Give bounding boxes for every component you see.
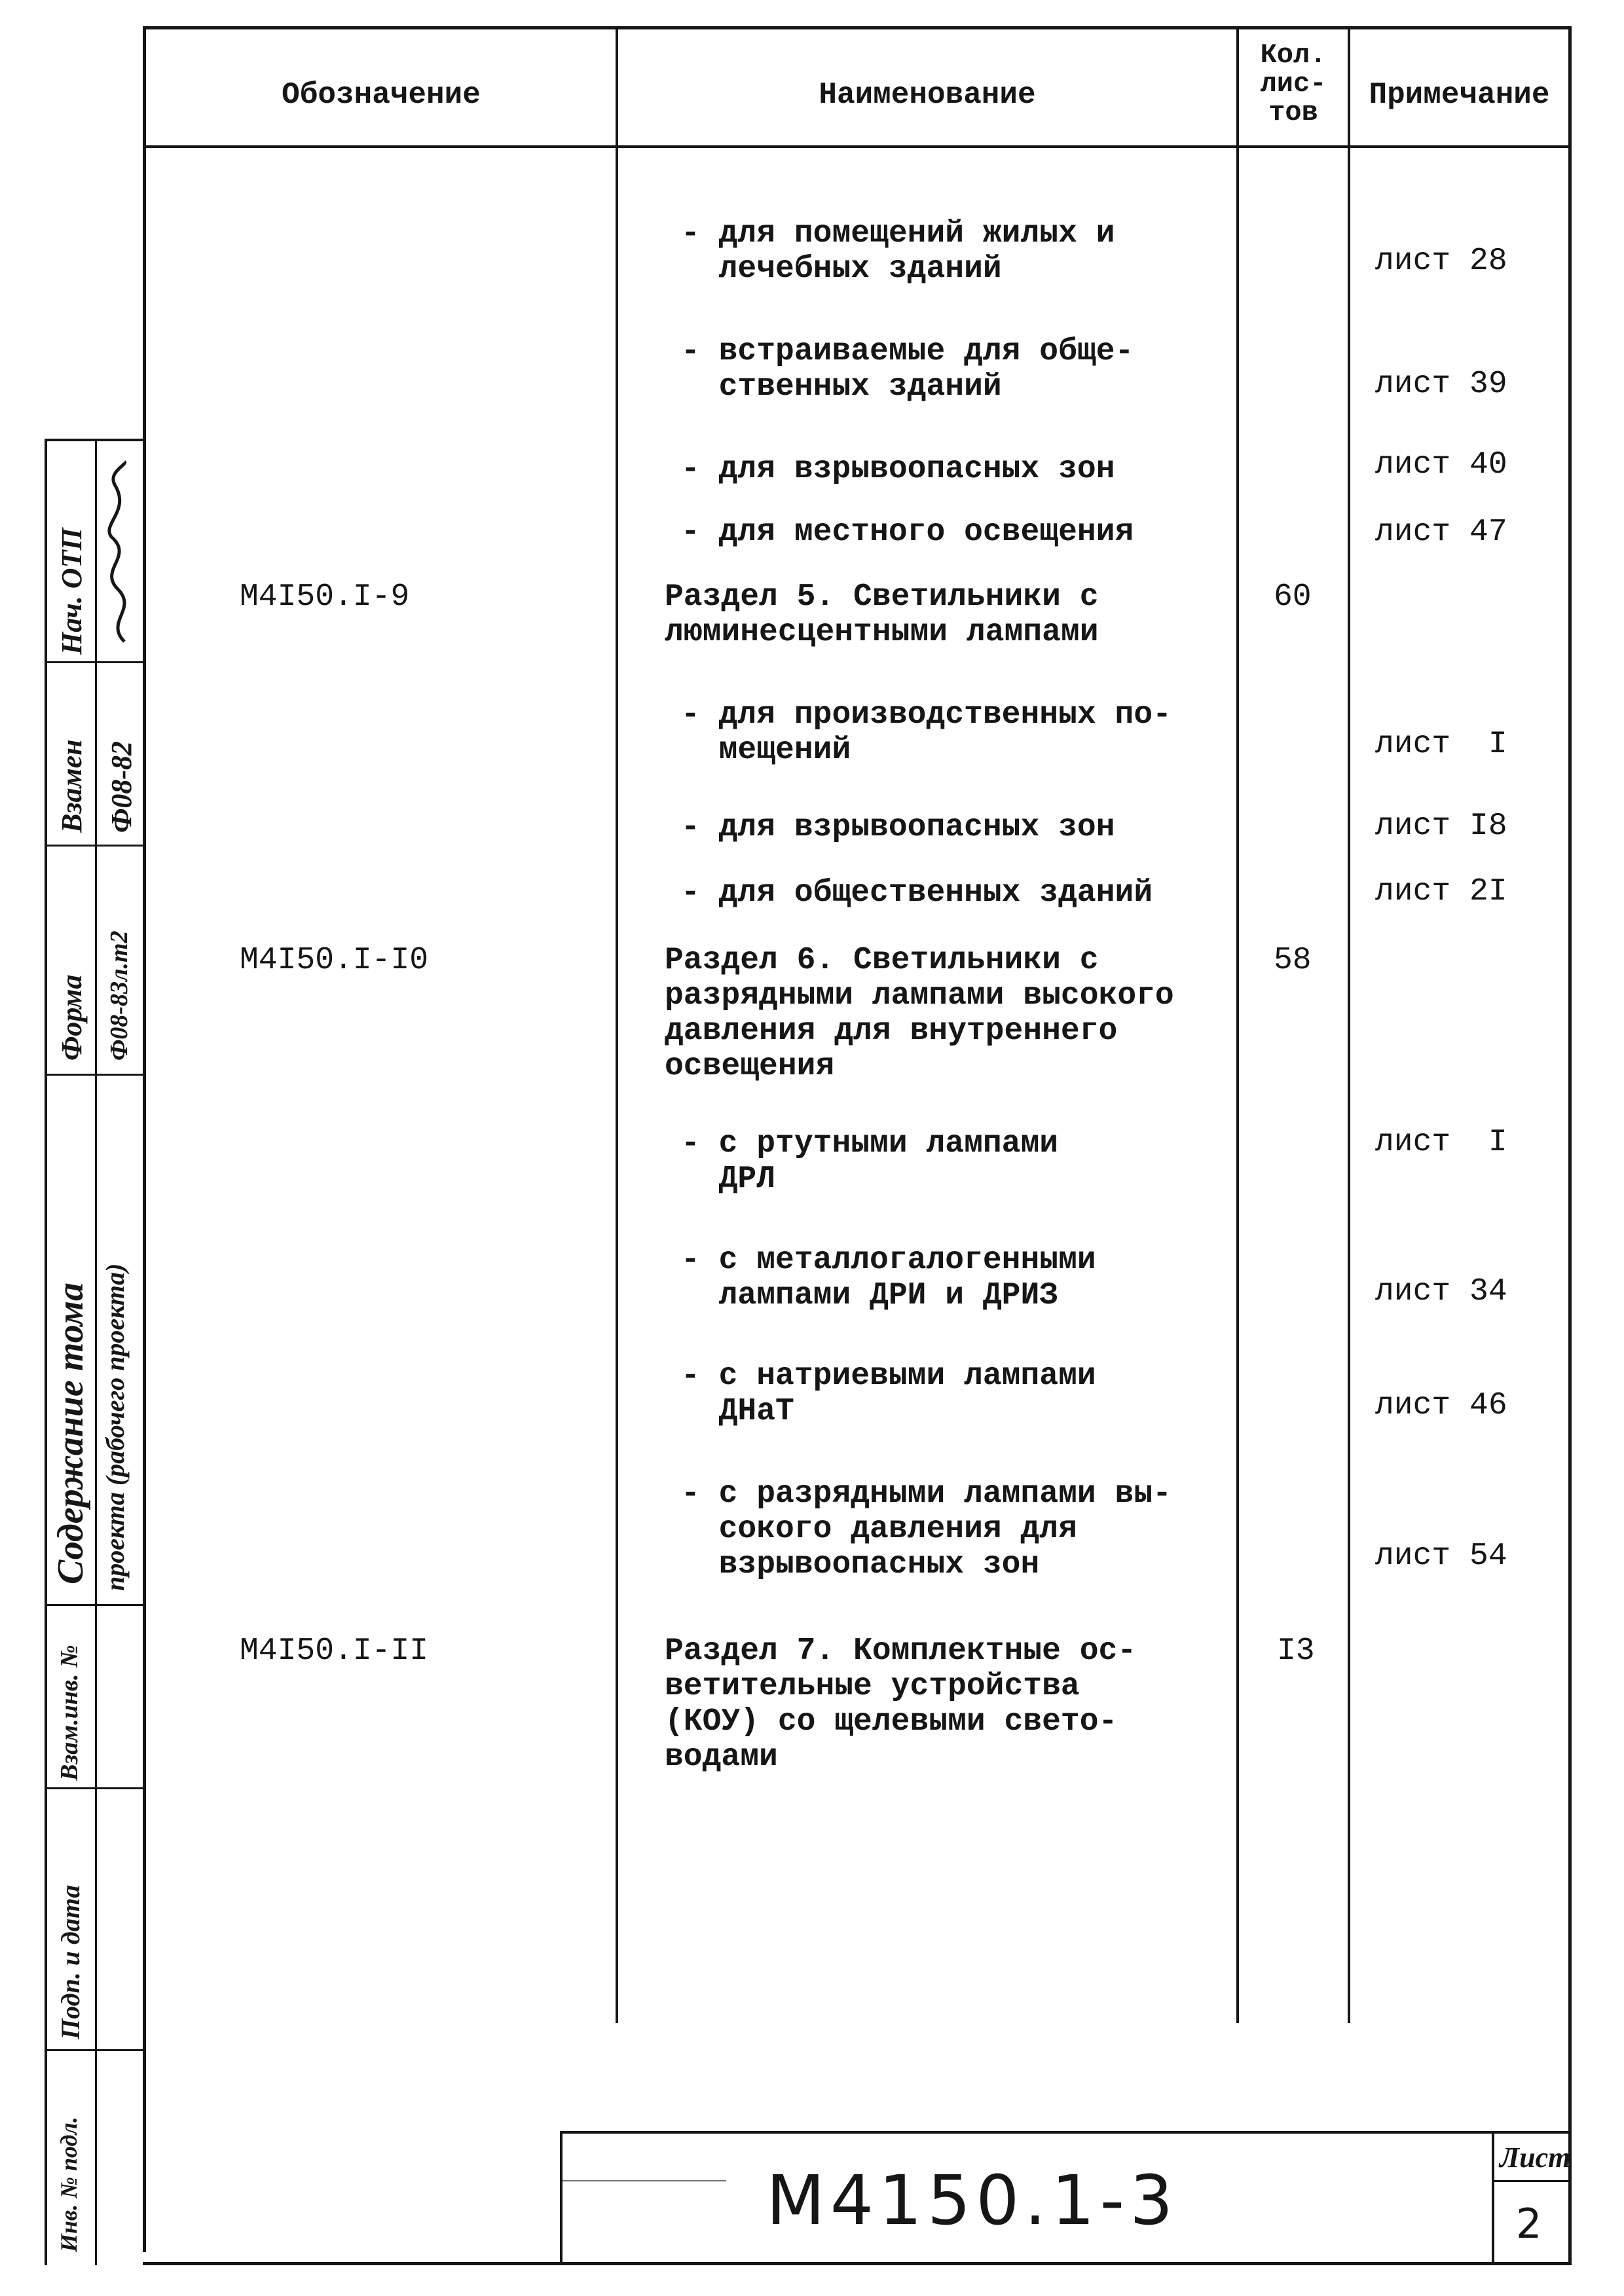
row-name: - для взрывоопасных зон — [681, 810, 1115, 845]
title-block-inner-line — [563, 2180, 726, 2181]
stamp-sep-4 — [45, 1604, 144, 1606]
row-note: лист 28 — [1375, 244, 1507, 279]
stamp-sep-1 — [45, 661, 144, 663]
stamp-sep-6 — [45, 2049, 144, 2051]
header-divider — [143, 145, 1572, 148]
row-count: 58 — [1274, 943, 1312, 978]
stamp-content-title: Содержание тома — [50, 1283, 91, 1584]
frame-bottom — [143, 2262, 1572, 2265]
row-note: лист 46 — [1375, 1388, 1507, 1423]
stamp-sep-2 — [45, 845, 144, 847]
header-name: Наименование — [819, 78, 1036, 112]
sheet-label: Лист — [1500, 2141, 1571, 2174]
row-code: M4I50.I-I0 — [240, 943, 429, 978]
row-note: лист 40 — [1375, 447, 1507, 483]
row-name: - для помещений жилых и лечебных зданий — [681, 216, 1115, 287]
row-note: лист 47 — [1375, 515, 1507, 550]
signature-mark — [98, 458, 141, 648]
row-name: - с разрядными лампами вы- сокого давления для взрывоопасных зон — [681, 1476, 1172, 1582]
row-note: лист I — [1375, 1125, 1507, 1160]
header-count: Кол. лис- тов — [1260, 39, 1327, 128]
title-block-left — [560, 2131, 563, 2265]
row-note: лист I8 — [1375, 809, 1507, 844]
row-note: лист I — [1375, 727, 1507, 762]
col-sep-3 — [1348, 26, 1350, 2023]
stamp-inv-podl: Инв. № подл. — [56, 2117, 82, 2252]
row-name: - с натриевыми лампами ДНаТ — [681, 1358, 1096, 1429]
frame-right — [1568, 26, 1572, 2265]
stamp-nach-otp: Нач. ОТП — [56, 528, 88, 655]
stamp-vzamen: Взамен — [56, 739, 88, 833]
row-name: - с металлогалогенными лампами ДРИ и ДРИЗ — [681, 1243, 1096, 1313]
header-designation: Обозначение — [282, 78, 481, 112]
row-note: лист 54 — [1375, 1539, 1507, 1574]
stamp-sep-5 — [45, 1787, 144, 1789]
header-note: Примечание — [1369, 78, 1550, 112]
row-code: M4I50.I-9 — [240, 579, 410, 615]
title-block-sheet-sep — [1492, 2131, 1494, 2265]
stamp-forma: Форма — [56, 974, 88, 1061]
stamp-forma-value: Ф08-83л.т2 — [105, 930, 133, 1061]
row-note: лист 2I — [1375, 874, 1507, 909]
document-code: M4150.1-3 — [766, 2160, 1179, 2240]
row-name: - для взрывоопасных зон — [681, 452, 1115, 487]
stamp-strip-mid-line — [95, 439, 97, 2265]
col-sep-2 — [1236, 26, 1239, 2023]
title-block-top — [560, 2131, 1572, 2134]
row-name: - встраиваемые для обще- ственных зданий — [681, 334, 1134, 405]
row-name: Раздел 5. Светильники с люминесцентными лампами — [665, 579, 1099, 650]
col-sep-1 — [616, 26, 618, 2023]
stamp-strip-left-line — [45, 439, 47, 2265]
row-note: лист 34 — [1375, 1274, 1507, 1309]
row-count: 60 — [1274, 579, 1312, 615]
frame-top — [143, 26, 1572, 29]
stamp-podp-data: Подп. и дата — [56, 1885, 85, 2039]
row-name: Раздел 6. Светильники с разрядными лампами высокого давления для внутреннего освещения — [665, 943, 1174, 1084]
stamp-strip-top-line — [45, 439, 144, 441]
stamp-sep-3 — [45, 1074, 144, 1076]
stamp-vzamen-value: Ф08-82 — [105, 740, 138, 833]
row-name: Раздел 7. Комплектные ос- ветительные устройства (КОУ) со щелевыми свето- водами — [665, 1633, 1137, 1775]
stamp-content-subtitle: проекта (рабочего проекта) — [100, 1263, 130, 1591]
title-block-sheet-mid — [1492, 2180, 1572, 2182]
row-name: - для общественных зданий — [681, 875, 1153, 911]
frame-left — [143, 26, 146, 2252]
row-name: - для производственных по- мещений — [681, 697, 1172, 768]
row-code: M4I50.I-II — [240, 1633, 429, 1669]
row-count: I3 — [1277, 1633, 1315, 1669]
stamp-vzam-inv: Взам.инв. № — [56, 1645, 83, 1781]
sheet-number: 2 — [1516, 2200, 1542, 2248]
row-note: лист 39 — [1375, 367, 1507, 402]
row-name: - с ртутными лампами ДРЛ — [681, 1126, 1059, 1197]
row-name: - для местного освещения — [681, 515, 1134, 550]
